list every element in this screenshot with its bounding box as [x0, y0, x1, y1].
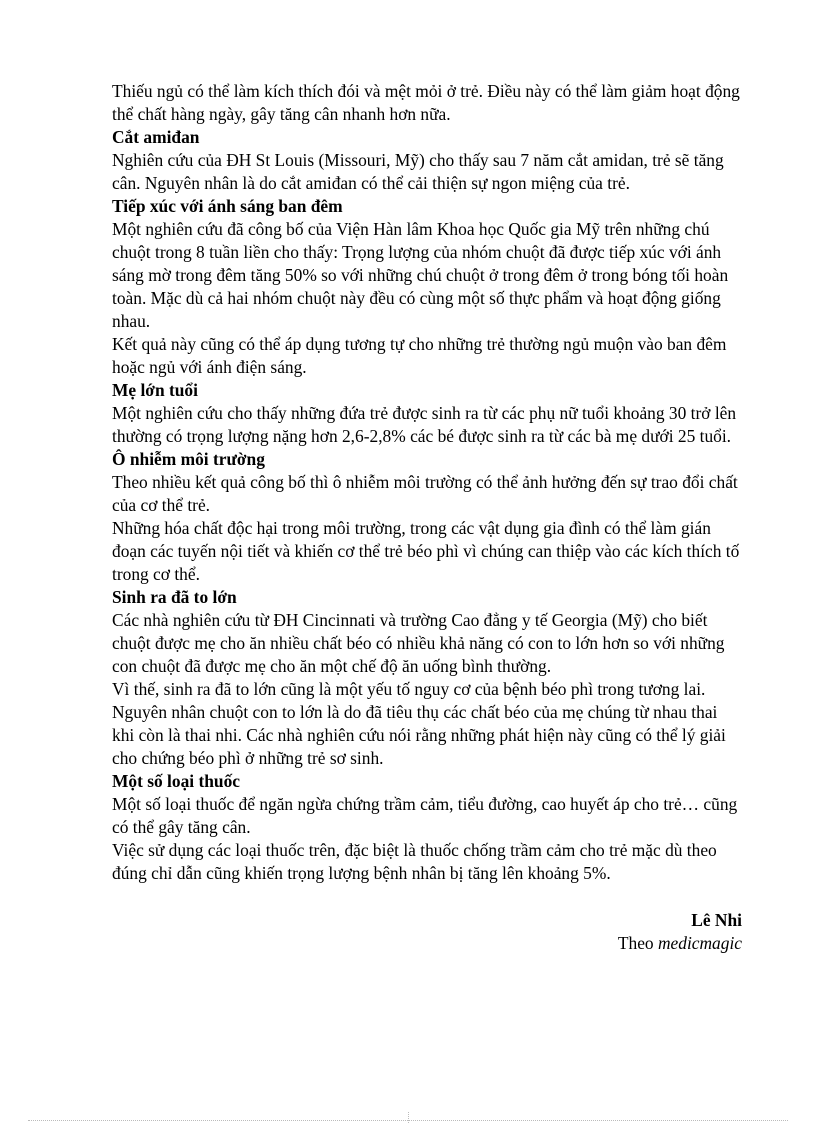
section-heading: Mẹ lớn tuổi [112, 380, 198, 400]
intro [112, 80, 742, 126]
paragraph: Kết quả này cũng có thể áp dụng tương tự cho những trẻ thường ngủ muộn vào ban đêm hoặc ngủ với ánh điện sáng. [112, 334, 727, 377]
section-sinh-ra-da-to-lon [112, 586, 742, 770]
paragraph: Một nghiên cứu đã công bố của Viện Hàn lâm Khoa học Quốc gia Mỹ trên những chú chuột trong 8 tuần liền cho thấy: Trọng lượng của nhóm chuột đã được tiếp xúc với ánh sáng mờ trong đêm tăng 50% so với những chú chuột ở trong đêm ở trong bóng tối hoàn toàn. Mặc dù cả hai nhóm chuột này đều có cùng một số thực phẩm và hoạt động giống nhau. [112, 219, 729, 331]
section-heading: Tiếp xúc với ánh sáng ban đêm [112, 196, 343, 216]
source-name: medicmagic [657, 933, 742, 953]
section-me-lon-tuoi [112, 379, 742, 448]
paragraph: Một số loại thuốc để ngăn ngừa chứng trầm cảm, tiểu đường, cao huyết áp cho trẻ… cũng có thể gây tăng cân. [112, 794, 738, 837]
signature [112, 909, 742, 955]
source-line [112, 932, 742, 955]
source-prefix: Theo [617, 933, 654, 953]
paragraph: Các nhà nghiên cứu từ ĐH Cincinnati và trường Cao đẳng y tế Georgia (Mỹ) cho biết chuột được mẹ cho ăn nhiều chất béo có nhiều khả năng có con to lớn hơn so với những con chuột đã được mẹ cho ăn một chế độ ăn uống bình thường. [112, 610, 725, 676]
section-heading: Cắt amiđan [112, 127, 200, 147]
author-name: Lê Nhi [691, 910, 742, 930]
paragraph: Nghiên cứu của ĐH St Louis (Missouri, Mỹ) cho thấy sau 7 năm cắt amidan, trẻ sẽ tăng cân. Nguyên nhân là do cắt amiđan có thể cải thiện sự ngon miệng của trẻ. [112, 150, 724, 193]
paragraph: Việc sử dụng các loại thuốc trên, đặc biệt là thuốc chống trầm cảm cho trẻ mặc dù theo đúng chỉ dẫn cũng khiến trọng lượng bệnh nhân bị tăng lên khoảng 5%. [112, 840, 717, 883]
page-footer-tick [408, 1112, 409, 1123]
document-body [112, 80, 742, 955]
paragraph: Một nghiên cứu cho thấy những đứa trẻ được sinh ra từ các phụ nữ tuổi khoảng 30 trở lên thường có trọng lượng nặng hơn 2,6-2,8% các bé được sinh ra từ các bà mẹ dưới 25 tuổi. [112, 403, 737, 446]
paragraph: Nguyên nhân chuột con to lớn là do đã tiêu thụ các chất béo của mẹ chúng từ nhau thai khi còn là thai nhi. Các nhà nghiên cứu nói rằng những phát hiện này cũng có thể lý giải cho chứng béo phì ở những trẻ sơ sinh. [112, 702, 726, 768]
paragraph: Vì thế, sinh ra đã to lớn cũng là một yếu tố nguy cơ của bệnh béo phì trong tương lai. [112, 679, 706, 699]
section-mot-so-loai-thuoc [112, 770, 742, 885]
paragraph: Những hóa chất độc hại trong môi trường, trong các vật dụng gia đình có thể làm gián đoạn các tuyến nội tiết và khiến cơ thể trẻ béo phì vì chúng can thiệp vào các kích thích tố trong cơ thể. [112, 518, 740, 584]
section-heading: Ô nhiễm môi trường [112, 449, 265, 469]
section-o-nhiem-moi-truong [112, 448, 742, 586]
section-heading: Sinh ra đã to lớn [112, 587, 237, 607]
section-anh-sang-ban-dem [112, 195, 742, 379]
section-heading: Một số loại thuốc [112, 771, 241, 791]
section-cat-amidan [112, 126, 742, 195]
paragraph: Theo nhiều kết quả công bố thì ô nhiễm môi trường có thể ảnh hưởng đến sự trao đổi chất của cơ thể trẻ. [112, 472, 738, 515]
paragraph: Thiếu ngủ có thể làm kích thích đói và mệt mỏi ở trẻ. Điều này có thể làm giảm hoạt động thể chất hàng ngày, gây tăng cân nhanh hơn nữa. [112, 81, 740, 124]
